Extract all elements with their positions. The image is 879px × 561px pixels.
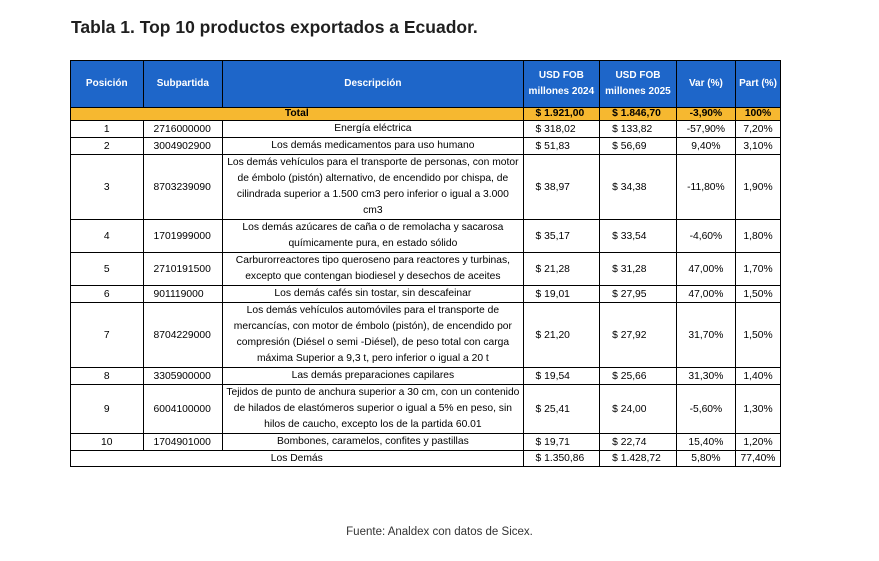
- total-row: [71, 108, 781, 121]
- usd-2025-line1: USD FOB: [615, 70, 661, 81]
- cell-part: 1,20%: [736, 434, 781, 451]
- cell-desc: Carburorreactores tipo queroseno para reactores y turbinas, excepto que contengan biodiesel y desechos de aceites: [223, 253, 523, 286]
- col-header-subpartida: Subpartida: [143, 61, 223, 108]
- cell-pos: 1: [71, 121, 144, 138]
- total-usd-2024: $ 1.921,00: [523, 108, 600, 121]
- table-row: [71, 121, 781, 138]
- cell-desc: Bombones, caramelos, confites y pastillas: [223, 434, 523, 451]
- cell-pos: 6: [71, 286, 144, 303]
- col-header-posicion: Posición: [71, 61, 144, 108]
- cell-sub: 1701999000: [143, 220, 223, 253]
- cell-pos: 10: [71, 434, 144, 451]
- cell-usd-2024: $ 21,28: [523, 253, 600, 286]
- cell-desc: Los demás vehículos automóviles para el transporte de mercancías, con motor de émbolo (pistón), de encendido por compresión (Diésel o semi -Diésel), de peso total con carga máxima Superior a 9,3 t, pero inferior o igual a 20 t: [223, 303, 523, 368]
- header-row: [71, 61, 781, 108]
- cell-var: -4,60%: [676, 220, 735, 253]
- cell-usd-2024: $ 19,01: [523, 286, 600, 303]
- cell-usd-2025: $ 33,54: [600, 220, 677, 253]
- others-part: 77,40%: [736, 451, 781, 467]
- cell-pos: 5: [71, 253, 144, 286]
- table-title: Tabla 1. Top 10 productos exportados a Ecuador.: [71, 17, 478, 37]
- cell-part: 1,30%: [736, 385, 781, 434]
- cell-desc: Tejidos de punto de anchura superior a 30 cm, con un contenido de hilados de elastómeros superior o igual a 5% en peso, sin hilos de caucho, excepto los de la partida 60.01: [223, 385, 523, 434]
- cell-usd-2024: $ 25,41: [523, 385, 600, 434]
- cell-part: 1,70%: [736, 253, 781, 286]
- cell-pos: 7: [71, 303, 144, 368]
- cell-pos: 2: [71, 138, 144, 155]
- cell-part: 7,20%: [736, 121, 781, 138]
- cell-usd-2024: $ 38,97: [523, 155, 600, 220]
- total-part: 100%: [736, 108, 781, 121]
- others-usd-2024: $ 1.350,86: [523, 451, 600, 467]
- cell-var: 47,00%: [676, 253, 735, 286]
- cell-pos: 8: [71, 368, 144, 385]
- cell-usd-2025: $ 31,28: [600, 253, 677, 286]
- cell-usd-2025: $ 27,92: [600, 303, 677, 368]
- cell-desc: Los demás cafés sin tostar, sin descafeinar: [223, 286, 523, 303]
- cell-usd-2024: $ 21,20: [523, 303, 600, 368]
- cell-pos: 4: [71, 220, 144, 253]
- col-header-usd-2024: [523, 61, 600, 108]
- others-usd-2025: $ 1.428,72: [600, 451, 677, 467]
- usd-2024-line2: millones 2024: [528, 86, 595, 97]
- cell-usd-2025: $ 22,74: [600, 434, 677, 451]
- cell-sub: 3305900000: [143, 368, 223, 385]
- cell-usd-2025: $ 133,82: [600, 121, 677, 138]
- cell-var: -11,80%: [676, 155, 735, 220]
- cell-var: 31,30%: [676, 368, 735, 385]
- cell-pos: 9: [71, 385, 144, 434]
- cell-var: 31,70%: [676, 303, 735, 368]
- others-label: Los Demás: [71, 451, 524, 467]
- exports-table: [70, 60, 781, 467]
- cell-var: 9,40%: [676, 138, 735, 155]
- col-header-part: Part (%): [736, 61, 781, 108]
- cell-usd-2025: $ 34,38: [600, 155, 677, 220]
- cell-desc: Energía eléctrica: [223, 121, 523, 138]
- cell-sub: 8703239090: [143, 155, 223, 220]
- cell-usd-2025: $ 24,00: [600, 385, 677, 434]
- cell-pos: 3: [71, 155, 144, 220]
- cell-sub: 3004902900: [143, 138, 223, 155]
- table-row: [71, 138, 781, 155]
- cell-usd-2025: $ 25,66: [600, 368, 677, 385]
- cell-var: 47,00%: [676, 286, 735, 303]
- cell-usd-2024: $ 19,71: [523, 434, 600, 451]
- cell-sub: 2710191500: [143, 253, 223, 286]
- cell-part: 3,10%: [736, 138, 781, 155]
- cell-sub: 901119000: [143, 286, 223, 303]
- cell-part: 1,90%: [736, 155, 781, 220]
- total-usd-2025: $ 1.846,70: [600, 108, 677, 121]
- others-row: [71, 451, 781, 467]
- cell-sub: 1704901000: [143, 434, 223, 451]
- table-row: [71, 253, 781, 286]
- cell-sub: 2716000000: [143, 121, 223, 138]
- table-row: [71, 155, 781, 220]
- cell-usd-2025: $ 56,69: [600, 138, 677, 155]
- col-header-usd-2025: [600, 61, 677, 108]
- table-row: [71, 286, 781, 303]
- cell-usd-2024: $ 35,17: [523, 220, 600, 253]
- cell-sub: 6004100000: [143, 385, 223, 434]
- cell-desc: Los demás azúcares de caña o de remolacha y sacarosa químicamente pura, en estado sólido: [223, 220, 523, 253]
- usd-2025-line2: millones 2025: [605, 86, 671, 97]
- table-row: [71, 220, 781, 253]
- col-header-descripcion: Descripción: [223, 61, 523, 108]
- cell-var: 15,40%: [676, 434, 735, 451]
- table-row: [71, 368, 781, 385]
- cell-desc: Las demás preparaciones capilares: [223, 368, 523, 385]
- cell-part: 1,80%: [736, 220, 781, 253]
- cell-usd-2024: $ 318,02: [523, 121, 600, 138]
- cell-usd-2024: $ 51,83: [523, 138, 600, 155]
- cell-part: 1,50%: [736, 286, 781, 303]
- total-var: -3,90%: [676, 108, 735, 121]
- others-var: 5,80%: [676, 451, 735, 467]
- source-note: Fuente: Analdex con datos de Sicex.: [346, 526, 533, 538]
- table-row: [71, 303, 781, 368]
- total-label: Total: [71, 108, 524, 121]
- cell-desc: Los demás vehículos para el transporte de personas, con motor de émbolo (pistón) alternativo, de encendido por chispa, de cilindrada superior a 1.500 cm3 pero inferior o igual a 3.000 cm3: [223, 155, 523, 220]
- cell-usd-2025: $ 27,95: [600, 286, 677, 303]
- cell-var: -57,90%: [676, 121, 735, 138]
- usd-2024-line1: USD FOB: [538, 70, 584, 81]
- cell-part: 1,40%: [736, 368, 781, 385]
- cell-usd-2024: $ 19,54: [523, 368, 600, 385]
- table-row: [71, 434, 781, 451]
- cell-desc: Los demás medicamentos para uso humano: [223, 138, 523, 155]
- cell-sub: 8704229000: [143, 303, 223, 368]
- cell-var: -5,60%: [676, 385, 735, 434]
- col-header-var: Var (%): [676, 61, 735, 108]
- cell-part: 1,50%: [736, 303, 781, 368]
- table-row: [71, 385, 781, 434]
